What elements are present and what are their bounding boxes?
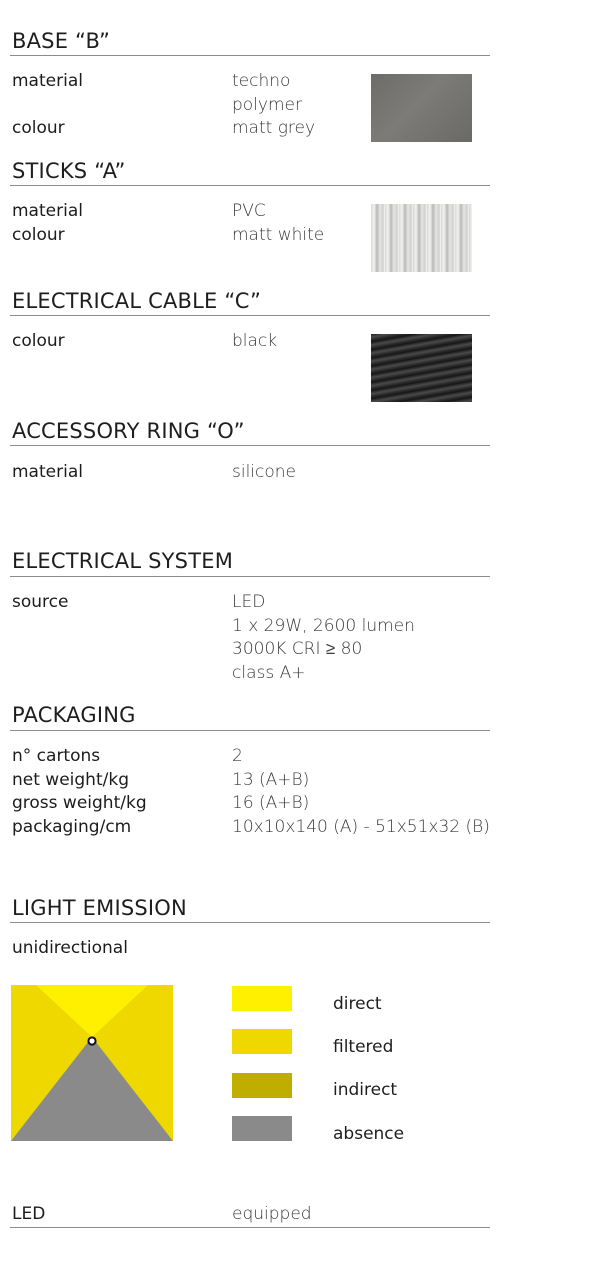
legend-swatch-direct [232,986,292,1011]
material-swatch-black-cable [371,334,472,402]
section-title-packaging: PACKAGING [12,703,136,727]
section-title-ring: ACCESSORY RING “O” [12,419,245,443]
divider [10,185,490,186]
light-emission-diagram [11,985,173,1141]
legend-label-filtered: filtered [333,1037,394,1057]
label-material: material [12,201,83,221]
value-material: silicone [232,462,297,482]
value-colour: matt white [232,225,325,245]
divider [10,1227,490,1228]
value-source: LED 1 x 29W, 2600 lumen 3000K CRI ≥ 80 class A+ [232,592,415,683]
section-title-base: BASE “B” [12,29,111,53]
legend-label-direct: direct [333,994,382,1014]
value-material: PVC [232,201,266,221]
packaging-values: 2 13 (A+B) 16 (A+B) 10x10x140 (A) - 51x51x32 (B) [232,746,490,837]
divider [10,730,490,731]
label-colour: colour [12,225,65,245]
divider [10,576,490,577]
section-title-light-emission: LIGHT EMISSION [12,896,187,920]
legend-swatch-filtered [232,1029,292,1054]
emission-type: unidirectional [12,938,128,958]
label-material: material [12,71,83,91]
section-title-cable: ELECTRICAL CABLE “C” [12,289,262,313]
value-colour: matt grey [232,118,316,138]
label-material: material [12,462,83,482]
label-colour: colour [12,118,65,138]
packaging-labels: n° cartons net weight/kg gross weight/kg packaging/cm [12,746,147,837]
divider [10,922,490,923]
section-title-electrical: ELECTRICAL SYSTEM [12,549,234,573]
legend-swatch-indirect [232,1073,292,1098]
material-swatch-grey [371,74,472,142]
divider [10,315,490,316]
label-source: source [12,592,69,612]
label-led: LED [12,1204,46,1224]
legend-label-absence: absence [333,1124,405,1144]
value-colour: black [232,331,278,351]
legend-label-indirect: indirect [333,1080,398,1100]
label-colour: colour [12,331,65,351]
material-swatch-white-sticks [371,204,472,272]
section-title-sticks: STICKS “A” [12,159,126,183]
divider [10,55,490,56]
value-material: techno polymer [232,71,302,115]
divider [10,445,490,446]
value-led: equipped [232,1204,312,1224]
light-source-point [88,1037,95,1044]
legend-swatch-absence [232,1116,292,1141]
